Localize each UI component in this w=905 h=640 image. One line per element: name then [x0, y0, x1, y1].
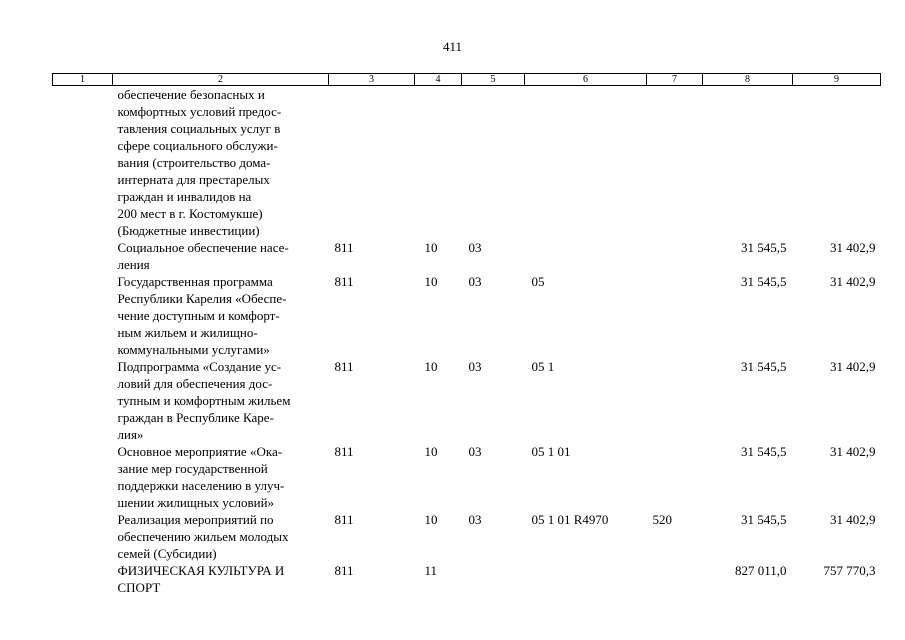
cell-name: Социальное обеспечение насе- ления — [117, 240, 289, 272]
cell-col-5: 03 — [468, 444, 482, 459]
table-header — [53, 74, 881, 86]
cell-col-6 — [525, 86, 647, 240]
cell-col-6: 05 1 — [531, 359, 555, 374]
cell-col-8: 31 545,5 — [741, 359, 787, 374]
cell-col-4: 10 — [424, 274, 438, 289]
cell-col-6: 05 1 01 — [531, 444, 571, 459]
header-col-9: 9 — [793, 74, 881, 86]
cell-col-7 — [647, 443, 703, 511]
cell-col-1 — [53, 239, 113, 273]
header-col-6: 6 — [525, 74, 647, 86]
header-col-2: 2 — [113, 74, 329, 86]
cell-col-5: 03 — [468, 274, 482, 289]
cell-col-6: 05 — [531, 274, 545, 289]
cell-col-6 — [525, 562, 647, 596]
cell-col-5 — [462, 86, 525, 240]
table-row — [53, 358, 881, 443]
table-row — [53, 562, 881, 596]
cell-col-1 — [53, 86, 113, 240]
cell-col-5: 03 — [468, 240, 482, 255]
table-row — [53, 511, 881, 562]
cell-col-3: 811 — [334, 563, 354, 578]
cell-col-5: 03 — [468, 512, 482, 527]
cell-col-8: 31 545,5 — [741, 274, 787, 289]
cell-col-1 — [53, 443, 113, 511]
cell-col-4: 11 — [424, 563, 438, 578]
cell-col-1 — [53, 562, 113, 596]
cell-col-7 — [647, 239, 703, 273]
cell-col-3: 811 — [334, 444, 354, 459]
cell-col-4: 10 — [424, 359, 438, 374]
header-col-1: 1 — [53, 74, 113, 86]
table-row — [53, 239, 881, 273]
cell-col-9 — [793, 86, 881, 240]
cell-col-9: 31 402,9 — [830, 274, 876, 289]
cell-col-8: 31 545,5 — [741, 240, 787, 255]
cell-col-6 — [525, 239, 647, 273]
cell-col-7 — [647, 273, 703, 358]
cell-col-3: 811 — [334, 359, 354, 374]
cell-col-3: 811 — [334, 512, 354, 527]
cell-col-7 — [647, 562, 703, 596]
cell-col-1 — [53, 273, 113, 358]
header-col-5: 5 — [462, 74, 525, 86]
cell-col-4: 10 — [424, 240, 438, 255]
cell-col-3: 811 — [334, 274, 354, 289]
cell-name: Государственная программа Республики Карелия «Обеспе- чение доступным и комфорт- ным жильем и жилищно- коммунальными услугами» — [117, 274, 287, 357]
cell-col-9: 757 770,3 — [823, 563, 876, 578]
cell-col-4: 10 — [424, 512, 438, 527]
cell-col-5: 03 — [468, 359, 482, 374]
cell-col-5 — [462, 562, 525, 596]
cell-col-4: 10 — [424, 444, 438, 459]
cell-col-7 — [647, 86, 703, 240]
budget-table — [52, 73, 881, 596]
cell-name: Основное мероприятие «Ока- зание мер государственной поддержки населению в улуч- шении жилищных условий» — [117, 444, 285, 510]
cell-col-6: 05 1 01 R4970 — [531, 512, 609, 527]
cell-col-1 — [53, 511, 113, 562]
cell-col-8: 31 545,5 — [741, 512, 787, 527]
header-col-4: 4 — [415, 74, 462, 86]
cell-name: Подпрограмма «Создание ус- ловий для обеспечения дос- тупным и комфортным жильем граждан в Республике Каре- лия» — [117, 359, 291, 442]
table-row — [53, 86, 881, 240]
header-row — [53, 74, 881, 86]
cell-col-3: 811 — [334, 240, 354, 255]
cell-col-1 — [53, 358, 113, 443]
cell-col-7 — [647, 358, 703, 443]
cell-col-9: 31 402,9 — [830, 359, 876, 374]
cell-col-4 — [415, 86, 462, 240]
cell-col-8: 827 011,0 — [734, 563, 787, 578]
cell-col-8: 31 545,5 — [741, 444, 787, 459]
header-col-8: 8 — [703, 74, 793, 86]
cell-col-9: 31 402,9 — [830, 512, 876, 527]
table-row — [53, 443, 881, 511]
page-number: 411 — [442, 39, 463, 54]
cell-name: Реализация мероприятий по обеспечению жильем молодых семей (Субсидии) — [117, 512, 289, 561]
cell-col-9: 31 402,9 — [830, 444, 876, 459]
table-row — [53, 273, 881, 358]
cell-col-9: 31 402,9 — [830, 240, 876, 255]
cell-name: ФИЗИЧЕСКАЯ КУЛЬТУРА И СПОРТ — [117, 563, 285, 595]
cell-name: обеспечение безопасных и комфортных условий предос- тавления социальных услуг в сфере социального обслужи- вания (строительство дома- интерната для престарелых граждан и инвалидов на 200 мест в г. Костомукше) (Бюджетные инвестиции) — [117, 87, 282, 238]
cell-col-8 — [703, 86, 793, 240]
table-body — [53, 86, 881, 597]
header-col-3: 3 — [329, 74, 415, 86]
cell-col-3 — [329, 86, 415, 240]
header-col-7: 7 — [647, 74, 703, 86]
cell-col-7: 520 — [652, 512, 672, 527]
